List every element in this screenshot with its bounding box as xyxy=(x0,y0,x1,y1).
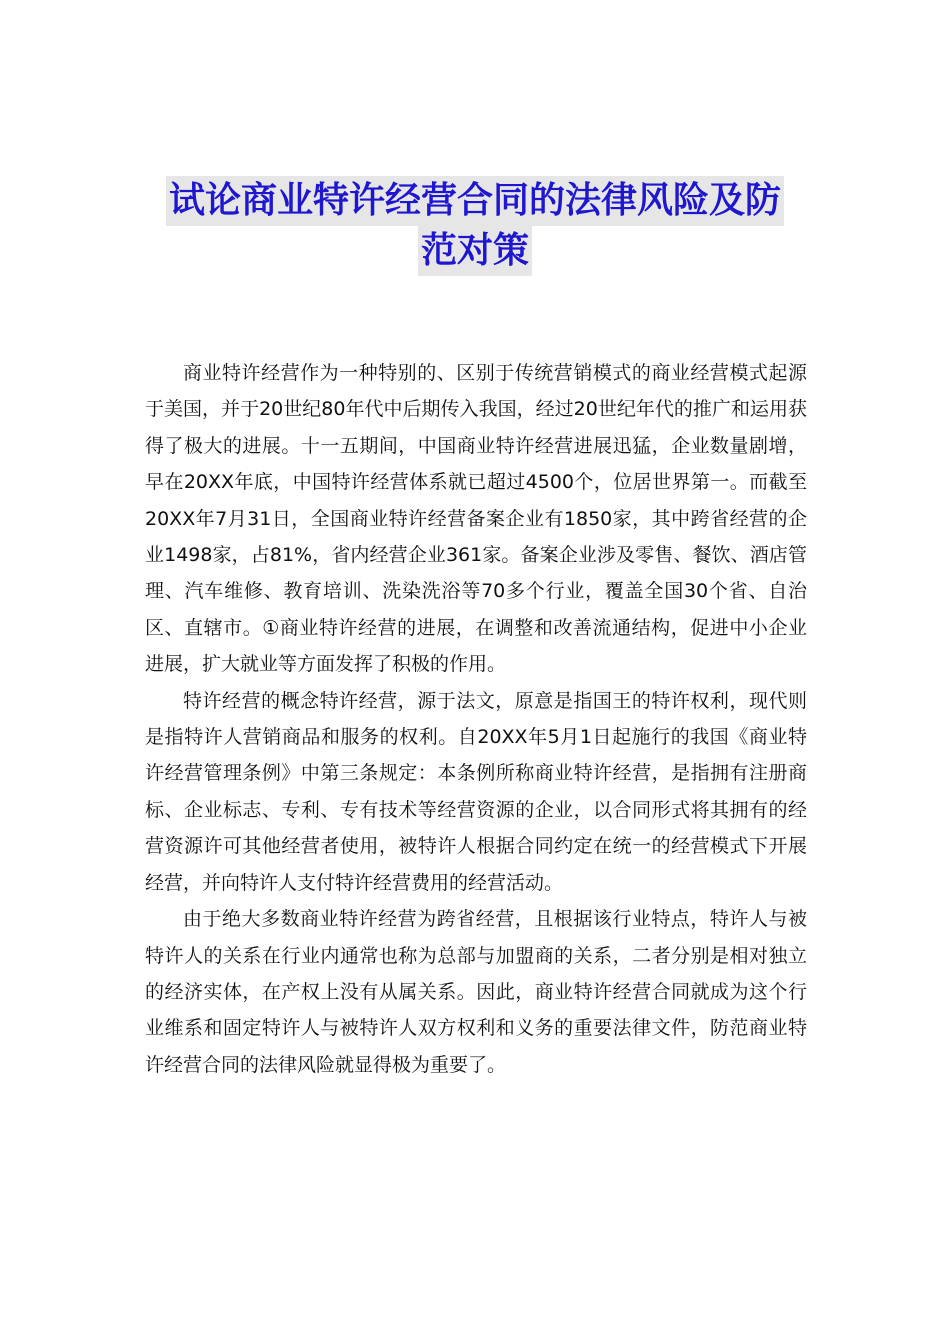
title-line-2: 范对策 xyxy=(418,226,532,276)
paragraph-2: 特许经营的概念特许经营，源于法文，原意是指国王的特许权利，现代则是指特许人营销商品和服务的权利。自20XX年5月1日起施行的我国《商业特许经营管理条例》中第三条规定：本条例所称商业特许经营，是指拥有注册商标、企业标志、专利、专有技术等经营资源的企业，以合同形式将其拥有的经营资源许可其他经营者使用，被特许人根据合同约定在统一的经营模式下开展经营，并向特许人支付特许经营费用的经营活动。 xyxy=(145,689,807,894)
document-title xyxy=(145,176,805,276)
paragraph-3: 由于绝大多数商业特许经营为跨省经营，且根据该行业特点，特许人与被特许人的关系在行业内通常也称为总部与加盟商的关系，二者分别是相对独立的经济实体，在产权上没有从属关系。因此，商业特许经营合同就成为这个行业维系和固定特许人与被特许人双方权利和义务的重要法律文件，防范商业特许经营合同的法律风险就显得极为重要了。 xyxy=(145,908,807,1076)
paragraph-1: 商业特许经营作为一种特别的、区别于传统营销模式的商业经营模式起源于美国，并于20世纪80年代中后期传入我国，经过20世纪年代的推广和运用获得了极大的进展。十一五期间，中国商业特许经营进展迅猛，企业数量剧增，早在20XX年底，中国特许经营体系就已超过4500个，位居世界第一。而截至20XX年7月31日，全国商业特许经营备案企业有1850家，其中跨省经营的企业1498家，占81%，省内经营企业361家。备案企业涉及零售、餐饮、酒店管理、汽车维修、教育培训、洗染洗浴等70多个行业，覆盖全国30个省、自治区、直辖市。①商业特许经营的进展，在调整和改善流通结构，促进中小企业进展，扩大就业等方面发挥了积极的作用。 xyxy=(145,362,807,676)
title-line-1: 试论商业特许经营合同的法律风险及防 xyxy=(166,176,784,226)
document-body xyxy=(145,355,807,1083)
